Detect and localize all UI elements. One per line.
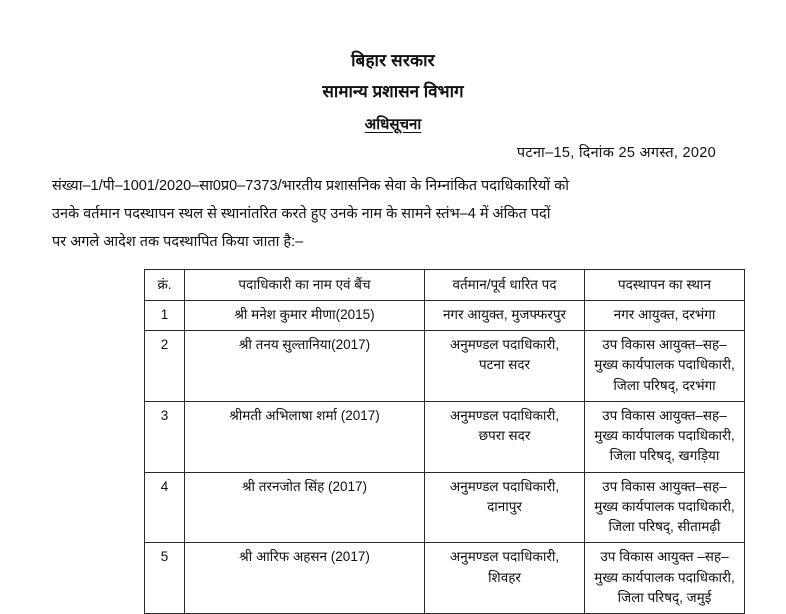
place-and-date: पटना–15, दिनांक 25 अगस्त, 2020 <box>516 144 716 161</box>
cell-posting-place <box>585 300 745 330</box>
cell-posting-place <box>585 472 745 543</box>
cell-line: श्री आरिफ अहसन (2017) <box>239 549 370 565</box>
cell-serial: 1 <box>145 300 185 330</box>
cell-posting-place <box>585 331 745 402</box>
column-header-posting-place: पदस्थापन का स्थान <box>585 269 745 300</box>
cell-line: उप विकास आयुक्त–सह– <box>602 478 727 494</box>
cell-line: अनुमण्डल पदाधिकारी, <box>449 337 560 353</box>
cell-line: अनुमण्डल पदाधिकारी, <box>449 549 560 565</box>
government-name: बिहार सरकार <box>351 51 435 70</box>
cell-line: उप विकास आयुक्त–सह– <box>602 407 727 423</box>
cell-line: मुख्य कार्यपालक पदाधिकारी, <box>594 569 735 585</box>
cell-line: मुख्य कार्यपालक पदाधिकारी, <box>594 428 735 444</box>
order-paragraph <box>52 172 734 257</box>
cell-line: मुख्य कार्यपालक पदाधिकारी, <box>594 498 735 514</box>
table-row <box>145 331 745 402</box>
cell-line: मुख्य कार्यपालक पदाधिकारी, <box>594 357 735 373</box>
table-header-row <box>145 269 745 300</box>
cell-line: दानापुर <box>487 498 522 514</box>
cell-officer-name <box>185 331 425 402</box>
cell-officer-name <box>185 401 425 472</box>
cell-line: उप विकास आयुक्त–सह– <box>602 337 727 353</box>
order-paragraph-line-3: पर अगले आदेश तक पदस्थापित किया जाता है:– <box>52 234 304 251</box>
order-paragraph-line-2: उनके वर्तमान पदस्थापन स्थल से स्थानांतरित करते हुए उनके नाम के सामने स्तंभ–4 में अंकित पदों <box>52 206 551 223</box>
cell-serial: 5 <box>145 543 185 614</box>
transfer-table <box>144 269 745 614</box>
column-header-serial: क्रं. <box>145 269 185 300</box>
table-row <box>145 300 745 330</box>
column-header-officer-name: पदाधिकारी का नाम एवं बैंच <box>185 269 425 300</box>
document-header <box>52 48 734 136</box>
cell-line: छपरा सदर <box>478 428 531 444</box>
cell-officer-name <box>185 300 425 330</box>
cell-line: जिला परिषद्, जमुई <box>617 589 712 605</box>
cell-line: जिला परिषद्, खगड़िया <box>609 448 720 464</box>
cell-serial: 4 <box>145 472 185 543</box>
cell-line: जिला परिषद्, सीतामढ़ी <box>608 519 721 535</box>
table-row <box>145 543 745 614</box>
cell-line: उप विकास आयुक्त –सह– <box>600 549 729 565</box>
column-header-current-post: वर्तमान/पूर्व धारित पद <box>425 269 585 300</box>
table-row <box>145 401 745 472</box>
cell-serial: 2 <box>145 331 185 402</box>
cell-current-post <box>425 401 585 472</box>
cell-line: अनुमण्डल पदाधिकारी, <box>449 478 560 494</box>
cell-line: पटना सदर <box>478 357 531 373</box>
cell-posting-place <box>585 543 745 614</box>
cell-line: नगर आयुक्त, मुजफ्फरपुर <box>442 306 567 322</box>
cell-line: श्री तनय सुल्तानिया(2017) <box>238 337 371 353</box>
cell-line: श्री तरनजोत सिंह (2017) <box>241 478 368 494</box>
cell-posting-place <box>585 401 745 472</box>
cell-serial: 3 <box>145 401 185 472</box>
cell-officer-name <box>185 543 425 614</box>
cell-current-post <box>425 543 585 614</box>
department-name: सामान्य प्रशासन विभाग <box>322 82 464 102</box>
table-row <box>145 472 745 543</box>
cell-officer-name <box>185 472 425 543</box>
cell-line: अनुमण्डल पदाधिकारी, <box>449 407 560 423</box>
cell-line: श्रीमती अभिलाषा शर्मा (2017) <box>229 407 380 423</box>
cell-line: श्री मनेश कुमार मीणा(2015) <box>234 306 375 322</box>
cell-current-post <box>425 300 585 330</box>
cell-line: जिला परिषद्, दरभंगा <box>613 377 716 393</box>
cell-line: शिवहर <box>488 569 521 585</box>
cell-current-post <box>425 331 585 402</box>
order-paragraph-line-1: संख्या–1/पी–1001/2020–सा0प्र0–7373/भारतीय प्रशासनिक सेवा के निम्नांकित पदाधिकारियों को <box>52 177 570 194</box>
cell-line: नगर आयुक्त, दरभंगा <box>613 306 716 322</box>
notification-title: अधिसूचना <box>364 115 422 133</box>
cell-current-post <box>425 472 585 543</box>
